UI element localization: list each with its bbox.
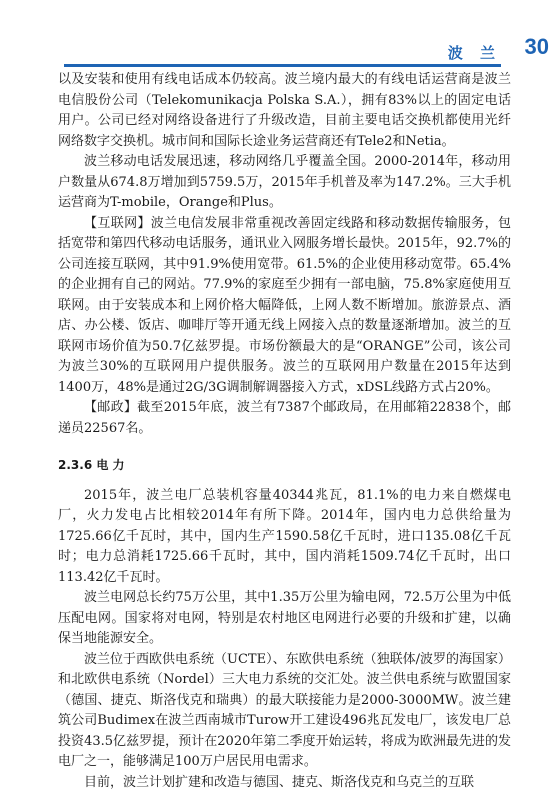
paragraph-power-systems: 波兰位于西欧供电系统（UCTE）、东欧供电系统（独联体/波罗的海国家）和北欧供电系统（Nordel）三大电力系统的交汇处。波兰供电系统与欧盟国家（德国、捷克、斯洛伐克和瑞典）的最大联接能力是2000-3000MW。波兰建筑公司Budimex在波兰西南城市Turow开工建设496兆瓦发电厂，该发电厂总投资43.5亿兹罗提，预计在2020年第二季度开始运转，将成为欧洲最先进的发电厂之一，能够满足100万户居民用电需求。	[58, 651, 511, 769]
paragraph-interconnection: 目前，波兰计划扩建和改造与德国、捷克、斯洛伐克和乌克兰的互联	[84, 774, 475, 790]
paragraph-internet: 【互联网】波兰电信发展非常重视改善固定线路和移动数据传输服务，包括宽带和第四代移动电话服务，通讯业入网服务增长最快。2015年，92.7%的公司连接互联网，其中91.9%使用宽带。61.5%的企业使用移动宽带。65.4%的企业拥有自己的网站。77.9%的家庭至少拥有一部电脑，75.8%家庭使用互联网。由于安装成本和上网价格大幅降低，上网人数不断增加。旅游景点、酒店、办公楼、饭店、咖啡厅等开通无线上网接入点的数量逐渐增加。波兰的互联网市场价值为50.7亿兹罗提。市场份额最大的是“ORANGE”公司，该公司为波兰30%的互联网用户提供服务。波兰的互联网用户数量在2015年达到1400万，48%是通过2G/3G调制解调器接入方式，xDSL线路方式占20%。	[58, 215, 511, 395]
paragraph-power-capacity: 2015年，波兰电厂总装机容量40344兆瓦，81.1%的电力来自燃煤电厂，火力发电占比相较2014年有所下降。2014年，国内电力总供给量为1725.66亿千瓦时，其中，国内生产1590.58亿千瓦时，进口135.08亿千瓦时；电力总消耗1725.66千瓦时，其中，国内消耗1509.74亿千瓦时，出口113.42亿千瓦时。	[58, 487, 511, 585]
page-number: 30	[524, 34, 549, 59]
paragraph-telephone-continued: 以及安装和使用有线电话成本仍较高。波兰境内最大的有线电话运营商是波兰电信股份公司（Telekomunikacja Polska S.A.），拥有83%以上的固定电话用户。公司已经对网络设备进行了升级改造，目前主要电话交换机都使用光纤网络数字交换机。城市间和国际长途业务运营商还有Tele2和Netia。	[58, 72, 511, 149]
page-body	[58, 70, 511, 793]
paragraph-mobile: 波兰移动电话发展迅速，移动网络几乎覆盖全国。2000-2014年，移动用户数量从674.8万增加到5759.5万，2015年手机普及率为147.2%。三大手机运营商为T-mobile，Orange和Plus。	[58, 154, 511, 210]
paragraph-postal: 【邮政】截至2015年底，波兰有7387个邮政局，在用邮箱22838个，邮递员22567名。	[58, 400, 511, 436]
header-rule	[64, 64, 501, 67]
page-header	[0, 0, 559, 70]
section-heading-electricity: 2.3.6 电 力	[58, 458, 125, 472]
chapter-country-label: 波 兰	[447, 44, 501, 62]
paragraph-power-grid: 波兰电网总长约75万公里，其中1.35万公里为输电网，72.5万公里为中低压配电网。国家将对电网，特别是农村地区电网进行必要的升级和扩建，以确保当地能源安全。	[58, 590, 511, 646]
